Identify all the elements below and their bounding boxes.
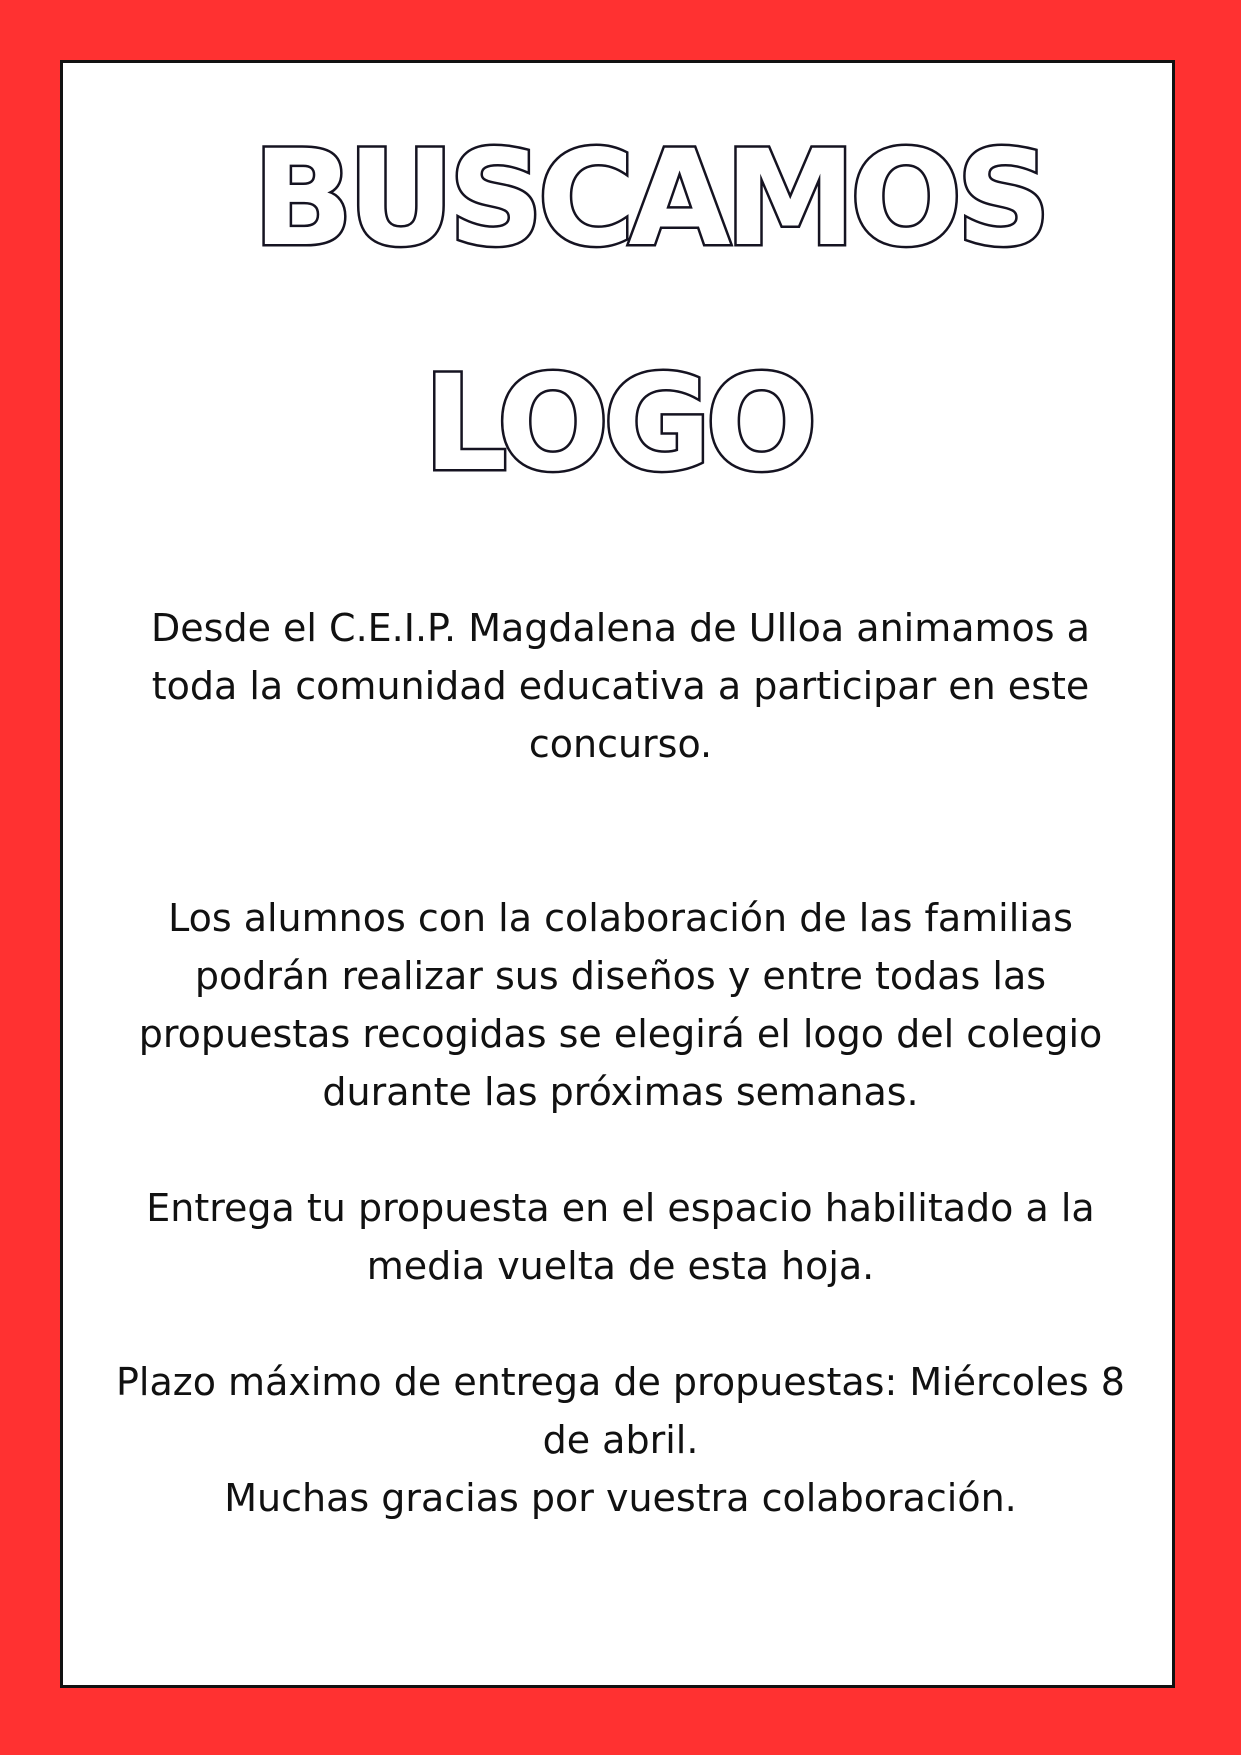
headline-buscamos: BUSCAMOS [252,122,1046,276]
intro-paragraph: Desde el C.E.I.P. Magdalena de Ulloa animamos a toda la comunidad educativa a participar en este concurso. [151,606,1090,766]
thanks-paragraph: Muchas gracias por vuestra colaboración. [224,1476,1017,1520]
poster-sheet [60,60,1175,1688]
description-paragraph: Los alumnos con la colaboración de las familias podrán realizar sus diseños y entre todas las propuestas recogidas se elegirá el logo del colegio durante las próximas semanas. [138,896,1103,1114]
delivery-paragraph: Entrega tu propuesta en el espacio habilitado a la media vuelta de esta hoja. [146,1186,1095,1288]
headline-logo: LOGO [423,347,812,501]
deadline-paragraph: Plazo máximo de entrega de propuestas: Miércoles 8 de abril. [116,1360,1125,1462]
